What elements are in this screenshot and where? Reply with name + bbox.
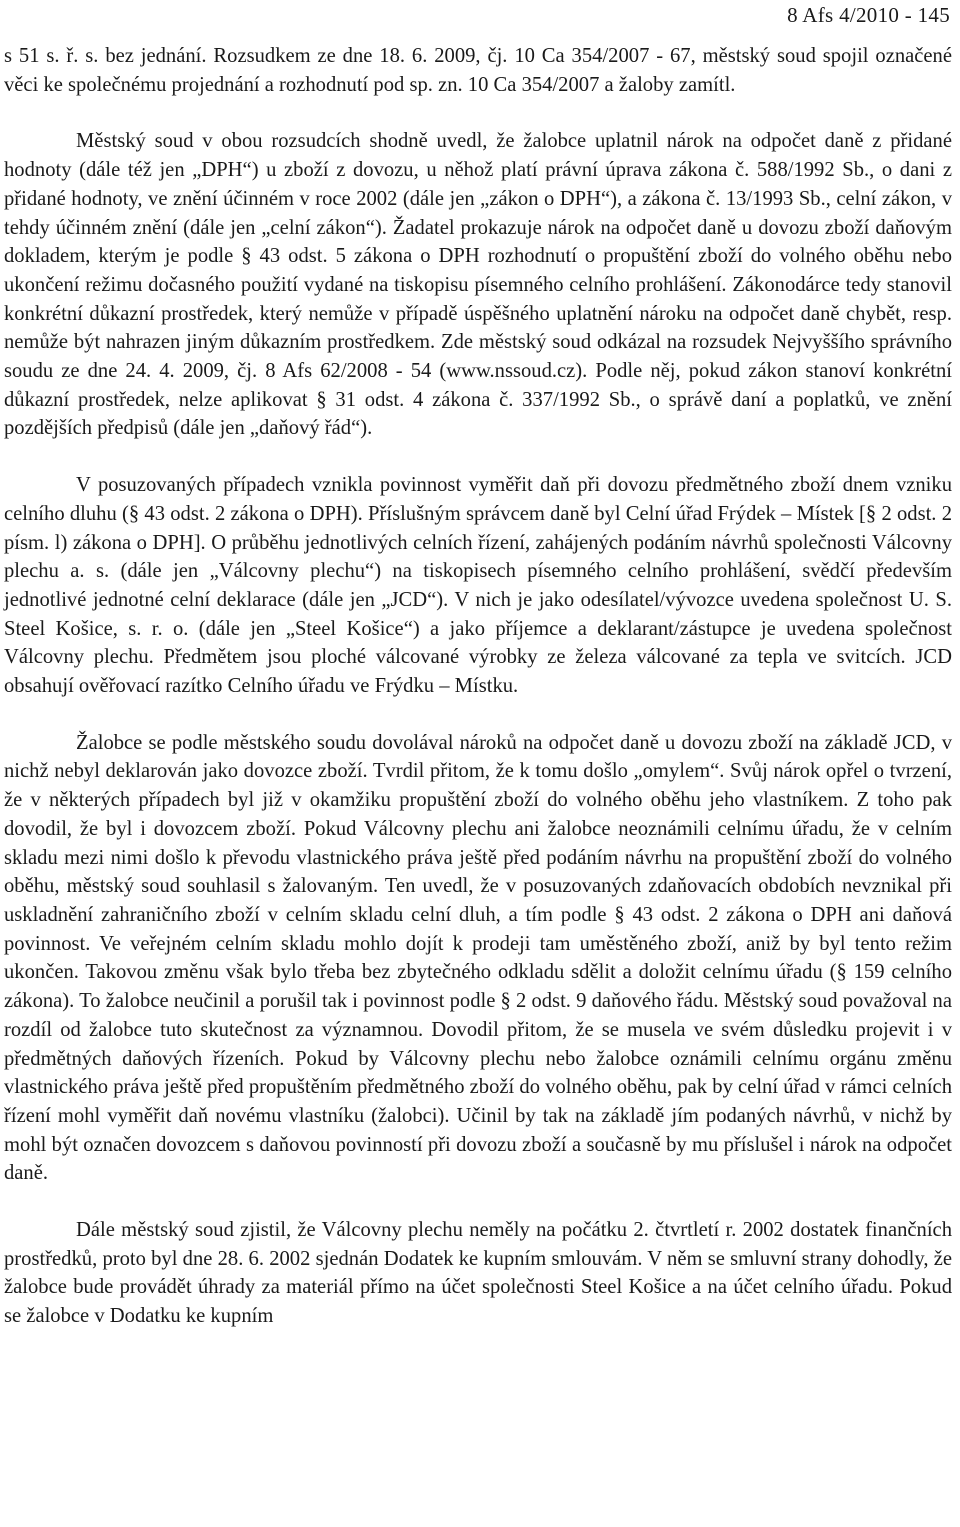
paragraph-1: s 51 s. ř. s. bez jednání. Rozsudkem ze dne 18. 6. 2009, čj. 10 Ca 354/2007 - 67, městský soud spojil označené věci ke společnému projednání a rozhodnutí pod sp. zn. 10 Ca 354/2007 a žaloby zamítl. bbox=[4, 45, 952, 96]
paragraph-2: Městský soud v obou rozsudcích shodně uvedl, že žalobce uplatnil nárok na odpočet daně z přidané hodnoty (dále též jen „DPH“) u zboží z dovozu, u něhož platí právní úprava zákona č. 588/1992 Sb., o dani z přidané hodnoty, ve znění účinném v roce 2002 (dále jen „zákon o DPH“), a zákona č. 13/1993 Sb., celní zákon, v tehdy účinném znění (dále jen „celní zákon“). Žadatel prokazuje nárok na odpočet daně u dovozu zboží daňovým dokladem, kterým je podle § 43 odst. 5 zákona o DPH rozhodnutí o propuštění zboží do volného oběhu nebo ukončení režimu dočasného použití vydané na tiskopisu písemného celního prohlášení. Zákonodárce tedy stanovil konkrétní důkazní prostředek, který nemůže v případě úspěšného uplatnění nároku na odpočet daně chybět, resp. nemůže být nahrazen jiným důkazním prostředkem. Zde městský soud odkázal na rozsudek Nejvyššího správního soudu ze dne 24. 4. 2009, čj. 8 Afs 62/2008 - 54 (www.nssoud.cz). Podle něj, pokud zákon stanoví konkrétní důkazní prostředek, nelze aplikovat § 31 odst. 4 zákona č. 337/1992 Sb., o správě daní a poplatků, ve znění pozdějších předpisů (dále jen „daňový řád“). bbox=[4, 130, 952, 440]
paragraph-4: Žalobce se podle městského soudu dovolával nároků na odpočet daně u dovozu zboží na základě JCD, v nichž nebyl deklarován jako dovozce zboží. Tvrdil přitom, že k tomu došlo „omylem“. Svůj nárok opřel o tvrzení, že v některých případech byl již v okamžiku propuštění zboží do volného oběhu jeho vlastníkem. Z toho pak dovodil, že byl i dovozcem zboží. Pokud Válcovny plechu ani žalobce neoznámili celnímu úřadu, že v celním skladu mezi nimi došlo k převodu vlastnického práva ještě před podáním návrhu na propuštění zboží do volného oběhu, městský soud souhlasil s žalovaným. Ten uvedl, že v posuzovaných zdaňovacích obdobích nevznikal při uskladnění zahraničního zboží v celním skladu celní dluh, a tím podle § 43 odst. 2 zákona o DPH ani daňová povinnost. Ve veřejném celním skladu mohlo dojít k prodeji tam uměstěného zboží, aniž by byl tento režim ukončen. Takovou změnu však bylo třeba bez zbytečného odkladu sdělit a doložit celnímu úřadu (§ 159 celního zákona). To žalobce neučinil a porušil tak i povinnost podle § 2 odst. 9 daňového řádu. Městský soud považoval na rozdíl od žalobce tuto skutečnost za významnou. Dovodil přitom, že se musela ve svém důsledku projevit i v předmětných daňových řízeních. Pokud by Válcovny plechu nebo žalobce oznámili celnímu orgánu změnu vlastnického práva ještě před propuštěním předmětného zboží do volného oběhu, pak by celní úřad v rámci celních řízení mohl vyměřit daň novému vlastníku (žalobci). Učinil by tak na základě jím podaných návrhů, v nichž by mohl být označen dovozcem s daňovou povinností při dovozu zboží a současně by mu příslušel i nárok na odpočet daně. bbox=[4, 731, 952, 1185]
paragraph-gap bbox=[4, 1188, 952, 1216]
document-body bbox=[4, 42, 952, 1331]
paragraph-gap bbox=[4, 443, 952, 471]
paragraph-gap bbox=[4, 99, 952, 127]
paragraph-3: V posuzovaných případech vznikla povinnost vyměřit daň při dovozu předmětného zboží dnem vzniku celního dluhu (§ 43 odst. 2 zákona o DPH). Příslušným správcem daně byl Celní úřad Frýdek – Místek [§ 2 odst. 2 písm. l) zákona o DPH]. O průběhu jednotlivých celních řízení, zahájených podáním návrhů společnosti Válcovny plechu a. s. (dále jen „Válcovny plechu“) na tiskopisech písemného celního prohlášení, svědčí především jednotlivé jednotné celní deklarace (dále jen „JCD“). V nich je jako odesílatel/vývozce uvedena společnost U. S. Steel Košice, s. r. o. (dále jen „Steel Košice“) a jako příjemce a deklarant/zástupce je uvedena společnost Válcovny plechu. Předmětem jsou ploché válcované výrobky ze železa válcované za tepla ve svitcích. JCD obsahují ověřovací razítko Celního úřadu ve Frýdku – Místku. bbox=[4, 474, 952, 698]
case-number-header: 8 Afs 4/2010 - 145 bbox=[787, 3, 950, 27]
paragraph-gap bbox=[4, 701, 952, 729]
paragraph-5: Dále městský soud zjistil, že Válcovny plechu neměly na počátku 2. čtvrtletí r. 2002 dostatek finančních prostředků, proto byl dne 28. 6. 2002 sjednán Dodatek ke kupním smlouvám. V něm se smluvní strany dohodly, že žalobce bude provádět úhrady za materiál přímo na účet společnosti Steel Košice a na účet celního úřadu. Pokud se žalobce v Dodatku ke kupním bbox=[4, 1219, 952, 1328]
